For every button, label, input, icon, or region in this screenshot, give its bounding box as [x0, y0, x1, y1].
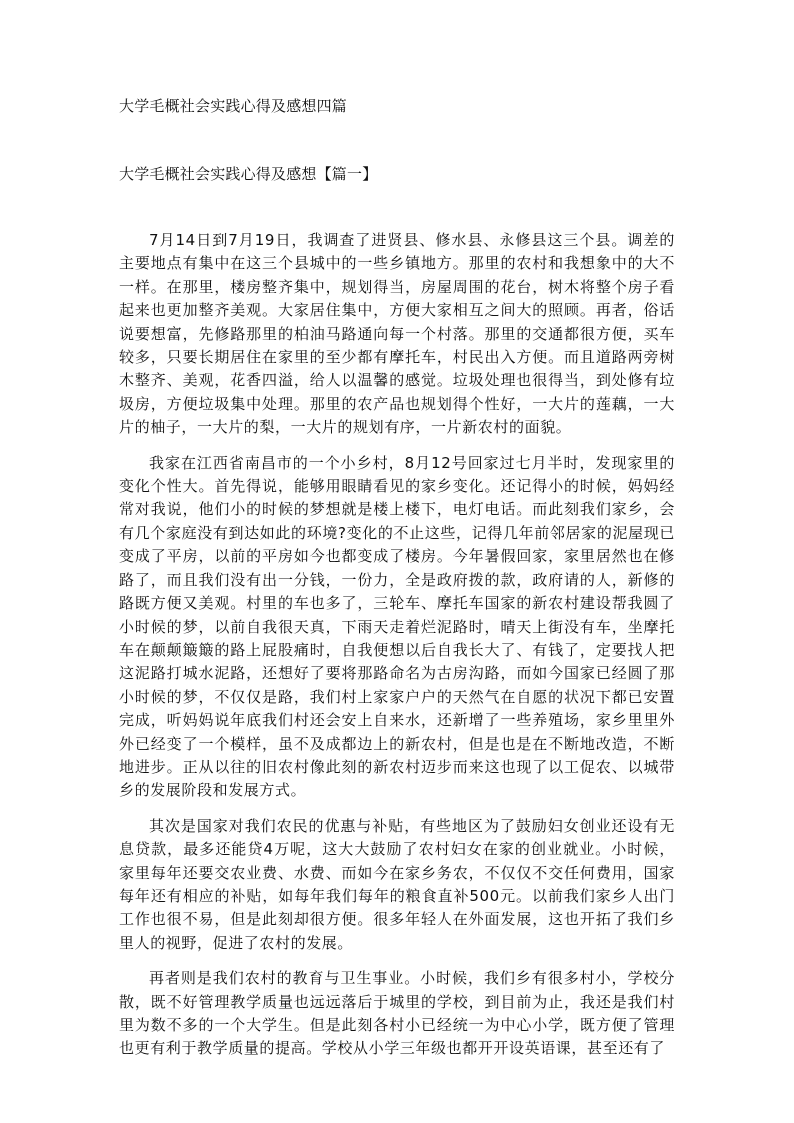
paragraph: 我家在江西省南昌市的一个小乡村，8月12号回家过七月半时，发现家里的变化个性大。首先得说，能够用眼睛看见的家乡变化。还记得小的时候，妈妈经常对我说，他们小的时候的梦想就是楼上楼下，电灯电话。而此刻我们家乡，会有几个家庭没有到达如此的环境?变化的不止这些，记得几年前邻居家的泥屋现已变成了平房，以前的平房如今也都变成了楼房。今年暑假回家，家里居然也在修路了，而且我们没有出一分钱，一份力，全是政府拨的款，政府请的人，新修的路既方便又美观。村里的车也多了，三轮车、摩托车国家的新农村建设帮我圆了小时候的梦，以前自我很天真，下雨天走着烂泥路时，晴天上街没有车，坐摩托车在颠颠簸簸的路上屁股痛时，自我便想以后自我长大了、有钱了，定要找人把这泥路打城水泥路，还想好了要将那路命名为古房沟路，而如今国家已经圆了那小时候的梦，不仅仅是路，我们村上家家户户的天然气在自愿的状况下都已安置完成，听妈妈说年底我们村还会安上自来水，还新增了一些养殖场，家乡里里外外已经变了一个模样，虽不及成都边上的新农村，但是也是在不断地改造，不断地进步。正从以往的旧农村像此刻的新农村迈步而来这也现了以工促农、以城带乡的发展阶段和发展方式。 — [119, 453, 675, 800]
document-title: 大学毛概社会实践心得及感想四篇 — [119, 97, 348, 115]
paragraph: 再者则是我们农村的教育与卫生事业。小时候，我们乡有很多村小，学校分散，既不好管理教学质量也远远落后于城里的学校，到目前为止，我还是我们村里为数不多的一个大学生。但是此刻各村小已经统一为中心小学，既方便了管理也更有利于教学质量的提高。学校从小学三年级也都开开设英语课，甚至还有了 — [119, 969, 675, 1058]
document-body — [119, 229, 675, 1073]
paragraph: 7月14日到7月19日，我调查了进贤县、修水县、永修县这三个县。调差的主要地点有集中在这三个县城中的一些乡镇地方。那里的农村和我想象中的大不一样。在那里，楼房整齐集中，规划得当，房屋周围的花台，树木将整个房子看起来也更加整齐美观。大家居住集中，方便大家相互之间大的照顾。再者，俗话说要想富，先修路那里的柏油马路通向每一个村落。那里的交通都很方便，买车较多，只要长期居住在家里的至少都有摩托车，村民出入方便。而且道路两旁树木整齐、美观，花香四溢，给人以温馨的感觉。垃圾处理也很得当，到处修有垃圾房，方便垃圾集中处理。那里的农产品也规划得个性好，一大片的莲藕，一大片的柚子，一大片的梨，一大片的规划有序，一片新农村的面貌。 — [119, 231, 675, 437]
section-heading: 大学毛概社会实践心得及感想【篇一】 — [119, 165, 378, 183]
paragraph: 其次是国家对我们农民的优惠与补贴，有些地区为了鼓励妇女创业还设有无息贷款，最多还能贷4万呢，这大大鼓励了农村妇女在家的创业就业。小时候，家里每年还要交农业费、水费、而如今在家乡务农，不仅仅不交任何费用，国家每年还有相应的补贴，如每年我们每年的粮食直补500元。以前我们家乡人出门工作也很不易，但是此刻却很方便。很多年轻人在外面发展，这也开拓了我们乡里人的视野，促进了农村的发展。 — [119, 816, 675, 952]
